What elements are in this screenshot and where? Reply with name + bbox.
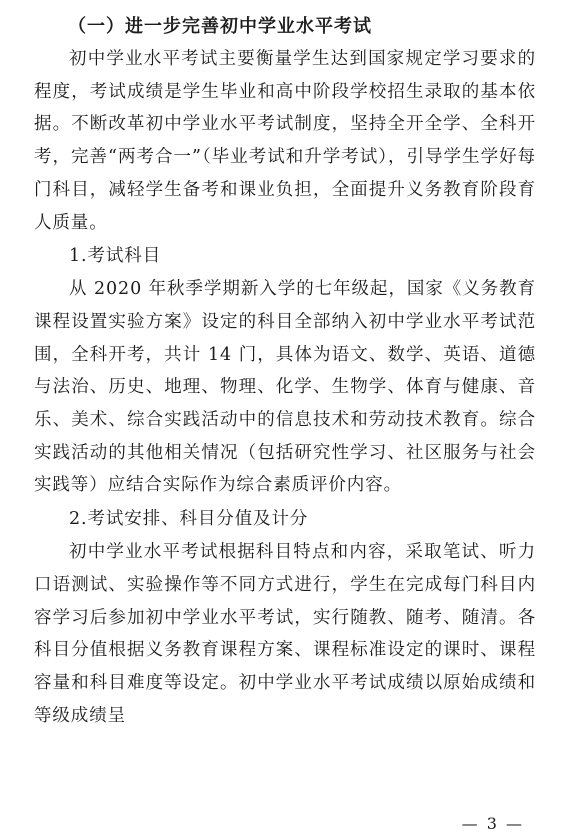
subsection-body-exam-arrangement: 初中学业水平考试根据科目特点和内容，采取笔试、听力口语测试、实验操作等不同方式进行，学生在完成每门科目内容学习后参加初中学业水平考试，实行随教、随考、随清。各科目分值根据义务教育课程方案、课程标准设定的课时、课程容量和科目难度等设定。初中学业水平考试成绩以原始成绩和等级成绩呈 [34, 542, 536, 726]
subsection-title-exam-subjects: 1.考试科目 [69, 246, 162, 267]
subsection-body-exam-subjects: 从 2020 年秋季学期新入学的七年级起，国家《义务教育课程设置实验方案》设定的科目全部纳入初中学业水平考试范围，全科开考，共计 14 门，具体为语文、数学、英语、道德与法治、历史、地理、物理、化学、生物学、体育与健康、音乐、美术、综合实践活动中的信息技术和劳动技术教育。综合实践活动的其他相关情况（包括研究性学习、社区服务与社会实践等）应结合实际作为综合素质评价内容。 [34, 279, 536, 496]
subsection-title-exam-arrangement: 2.考试安排、科目分值及计分 [69, 509, 309, 530]
page-number: — 3 — [461, 814, 524, 833]
section-heading: （一）进一步完善初中学业水平考试 [68, 16, 372, 37]
intro-paragraph: 初中学业水平考试主要衡量学生达到国家规定学习要求的程度，考试成绩是学生毕业和高中阶段学校招生录取的基本依据。不断改革初中学业水平考试制度，坚持全开全学、全科开考，完善“两考合一”（毕业考试和升学考试），引导学生学好每门科目，减轻学生备考和课业负担，全面提升义务教育阶段育人质量。 [34, 49, 536, 233]
